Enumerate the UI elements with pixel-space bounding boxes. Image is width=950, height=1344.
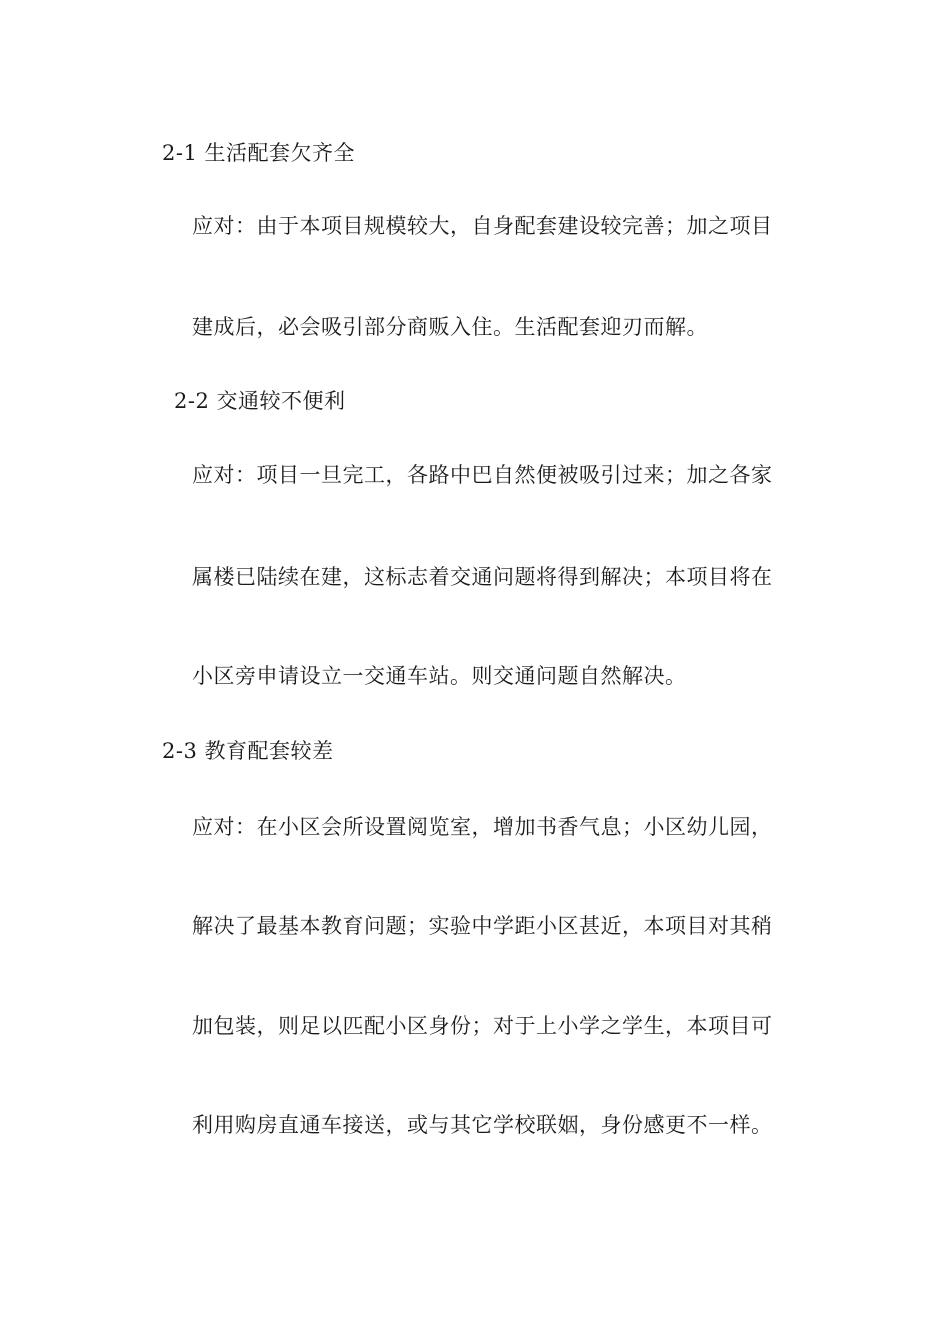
section-heading: 2-2 交通较不便利 [174,389,346,413]
paragraph-line: 应对：在小区会所设置阅览室，增加书香气息；小区幼儿园， [192,815,773,839]
section-heading: 2-1 生活配套欠齐全 [162,141,355,165]
paragraph-line: 建成后，必会吸引部分商贩入住。生活配套迎刃而解。 [192,315,708,339]
paragraph-line: 解决了最基本教育问题；实验中学距小区甚近，本项目对其稍 [192,914,773,938]
paragraph-line: 加包装，则足以匹配小区身份；对于上小学之学生，本项目可 [192,1014,773,1038]
section-heading: 2-3 教育配套较差 [162,739,334,763]
paragraph-line: 应对：由于本项目规模较大，自身配套建设较完善；加之项目 [192,214,773,238]
paragraph-line: 利用购房直通车接送，或与其它学校联姻，身份感更不一样。 [192,1113,773,1137]
paragraph-line: 应对：项目一旦完工，各路中巴自然便被吸引过来；加之各家 [192,463,773,487]
paragraph-line: 小区旁申请设立一交通车站。则交通问题自然解决。 [192,664,687,688]
paragraph-line: 属楼已陆续在建，这标志着交通问题将得到解决；本项目将在 [192,565,773,589]
